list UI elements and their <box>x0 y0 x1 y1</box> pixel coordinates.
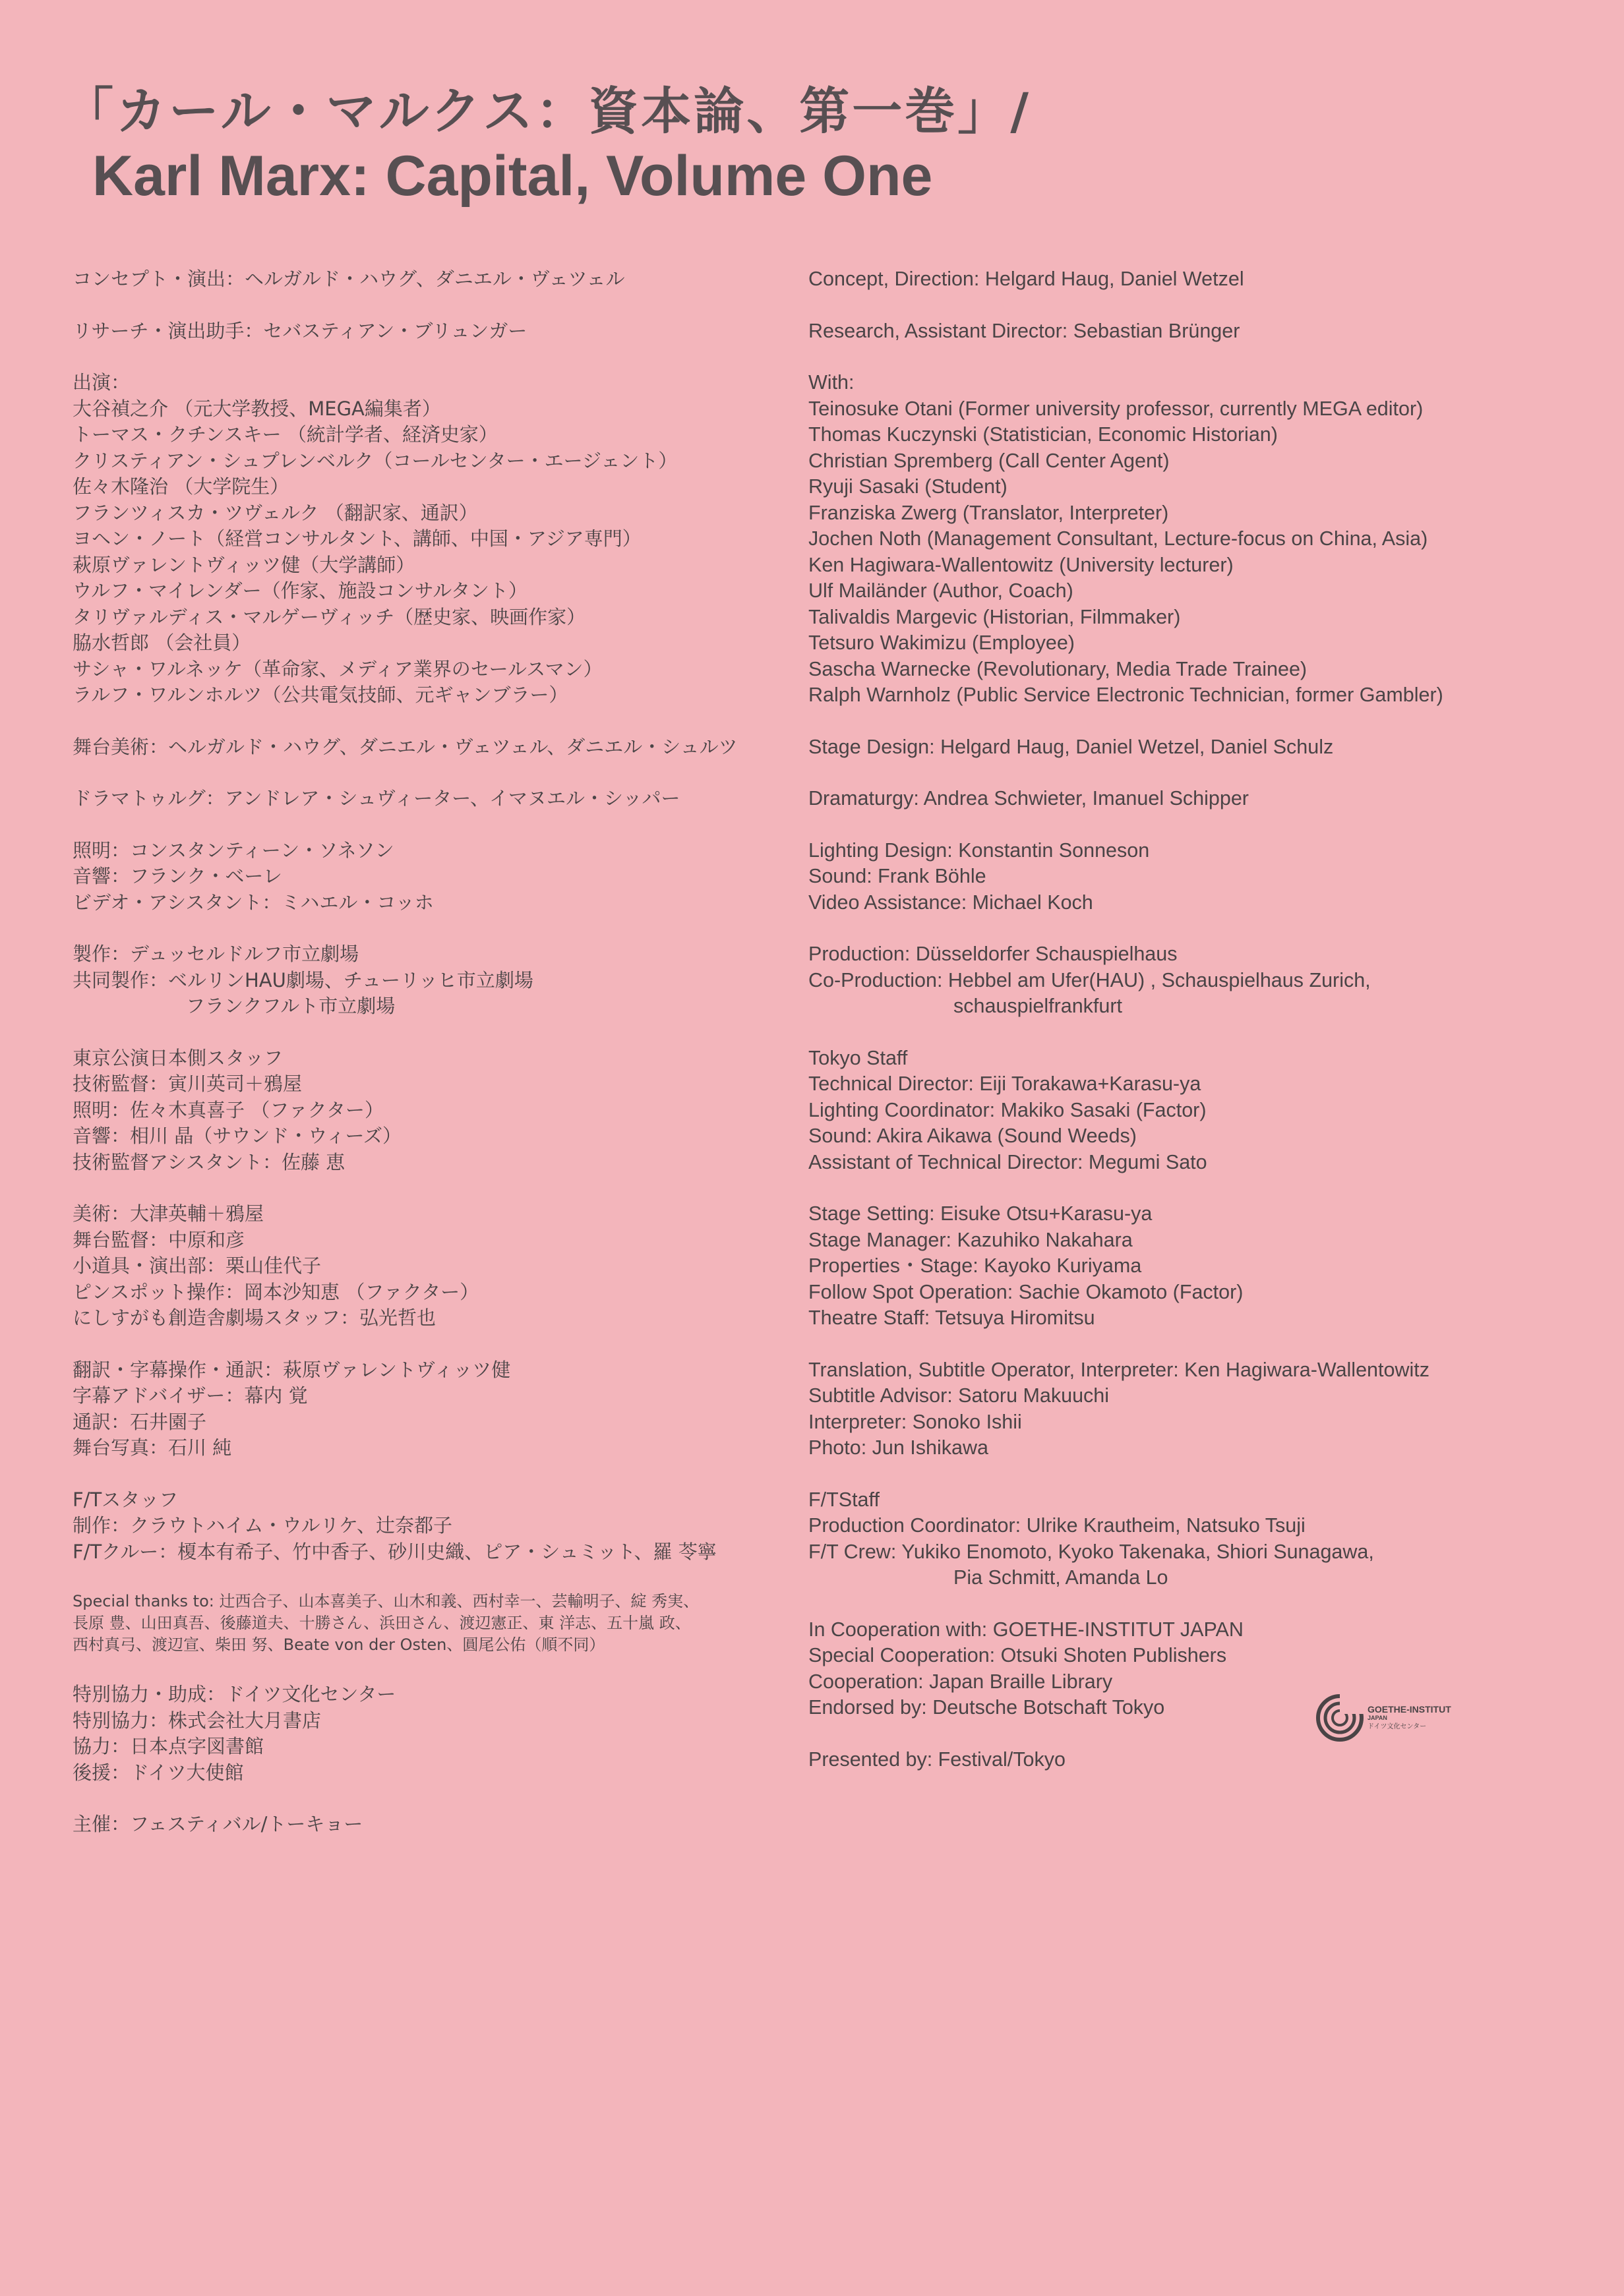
credit-line: Assistant of Technical Director: Megumi Sato <box>808 1150 1207 1173</box>
credit-line: 制作：クラウトハイム・ウルリケ、辻奈都子 <box>73 1514 452 1537</box>
credit-line: 通訳：石井園子 <box>73 1410 207 1433</box>
credit-line: 技術監督アシスタント：佐藤 恵 <box>73 1150 346 1173</box>
credit-line-continued: schauspielfrankfurt <box>953 995 1122 1017</box>
credit-line: 萩原ヴァレントヴィッツ健（大学講師） <box>73 553 415 576</box>
logo-line-2: JAPAN <box>1368 1714 1387 1721</box>
credits-section <box>73 1682 804 1786</box>
credit-line: Research, Assistant Director: Sebastian Brünger <box>808 319 1240 342</box>
credit-line: Translation, Subtitle Operator, Interpreter: Ken Hagiwara-Wallentowitz <box>808 1358 1429 1381</box>
credit-line: Theatre Staff: Tetsuya Hiromitsu <box>808 1307 1095 1329</box>
credit-line: 音響：相川 晶（サウンド・ウィーズ） <box>73 1125 402 1147</box>
credits-section <box>73 1811 804 1838</box>
credit-line: 長原 豊、山田真吾、後藤道夫、十勝さん、浜田さん、渡辺憲正、東 洋志、五十嵐 政、 <box>73 1614 691 1632</box>
title-english: Karl Marx: Capital, Volume One <box>92 144 933 208</box>
credit-line-continued: Pia Schmitt, Amanda Lo <box>953 1566 1168 1589</box>
credits-section <box>808 266 1586 293</box>
credits-section <box>73 1357 804 1461</box>
credits-section <box>808 1201 1586 1332</box>
credit-line: Follow Spot Operation: Sachie Okamoto (Factor) <box>808 1280 1244 1303</box>
credits-section <box>808 1487 1586 1591</box>
credit-line: Thomas Kuczynski (Statistician, Economic Historian) <box>808 423 1278 446</box>
credit-line: ラルフ・ワルンホルツ（公共電気技師、元ギャンブラー） <box>73 684 568 706</box>
credit-line: F/Tスタッフ <box>73 1488 179 1511</box>
credit-line: Production Coordinator: Ulrike Krautheim, Natsuko Tsuji <box>808 1514 1306 1537</box>
credit-line: 製作：デュッセルドルフ市立劇場 <box>73 943 359 965</box>
credits-section <box>73 786 804 812</box>
credit-line: Ken Hagiwara-Wallentowitz (University lecturer) <box>808 553 1234 576</box>
credits-section <box>808 734 1586 761</box>
credit-line: 舞台写真：石川 純 <box>73 1436 232 1459</box>
credit-line: Tokyo Staff <box>808 1046 908 1069</box>
credit-line: Production: Düsseldorfer Schauspielhaus <box>808 943 1178 965</box>
credit-line: In Cooperation with: GOETHE-INSTITUT JAPAN <box>808 1618 1244 1641</box>
credit-line: 西村真弓、渡辺宣、柴田 努、Beate von der Osten、圓尾公佑（順不同） <box>73 1635 605 1654</box>
credit-line: ヨヘン・ノート（経営コンサルタント、講師、中国・アジア専門） <box>73 527 642 550</box>
credit-line: Properties・Stage: Kayoko Kuriyama <box>808 1254 1142 1277</box>
credit-line: F/Tクルー：榎本有希子、竹中香子、砂川史織、ピア・シュミット、羅 苓寧 <box>73 1540 717 1563</box>
credit-line: 東京公演日本側スタッフ <box>73 1046 284 1069</box>
credits-section <box>73 318 804 345</box>
credit-line: Lighting Design: Konstantin Sonneson <box>808 839 1150 862</box>
credit-line: ビデオ・アシスタント：ミハエル・コッホ <box>73 891 434 914</box>
credit-line: Concept, Direction: Helgard Haug, Daniel Wetzel <box>808 268 1244 290</box>
credit-line: 後援：ドイツ大使館 <box>73 1761 244 1784</box>
credit-line: 舞台監督：中原和彦 <box>73 1228 245 1251</box>
credit-line: Stage Manager: Kazuhiko Nakahara <box>808 1228 1133 1251</box>
credit-line: Christian Spremberg (Call Center Agent) <box>808 449 1170 472</box>
credit-line: Special thanks to: 辻西合子、山本喜美子、山木和義、西村幸一、芸輸明子、綻 秀実、 <box>73 1592 700 1610</box>
credit-line: Stage Setting: Eisuke Otsu+Karasu-ya <box>808 1202 1153 1225</box>
credit-line: Dramaturgy: Andrea Schwieter, Imanuel Schipper <box>808 787 1249 809</box>
title-japanese: 「カール・マルクス：資本論、第一巻」/ <box>63 82 1031 140</box>
credit-line: F/T Crew: Yukiko Enomoto, Kyoko Takenaka, Shiori Sunagawa, <box>808 1540 1374 1563</box>
credits-section <box>73 838 804 916</box>
credit-line: 特別協力・助成：ドイツ文化センター <box>73 1683 396 1705</box>
credit-line: 特別協力：株式会社大月書店 <box>73 1709 322 1732</box>
credit-line: サシャ・ワルネッケ（革命家、メディア業界のセールスマン） <box>73 657 603 680</box>
credit-line: ドラマトゥルグ：アンドレア・シュヴィーター、イマヌエル・シッパー <box>73 787 680 809</box>
credit-line: F/TStaff <box>808 1488 880 1511</box>
credit-line: Stage Design: Helgard Haug, Daniel Wetzel, Daniel Schulz <box>808 735 1334 758</box>
credits-section <box>808 786 1586 812</box>
credit-line: 大谷禎之介 （元大学教授、MEGA編集者） <box>73 397 441 420</box>
credit-line: 字幕アドバイザー：幕内 覚 <box>73 1384 308 1407</box>
credit-line: 協力：日本点字図書館 <box>73 1735 264 1757</box>
credit-line: Technical Director: Eiji Torakawa+Karasu-ya <box>808 1073 1201 1095</box>
credit-line: Talivaldis Margevic (Historian, Filmmaker) <box>808 605 1181 628</box>
credit-line: タリヴァルディス・マルゲーヴィッチ（歴史家、映画作家） <box>73 605 586 628</box>
credit-line: Presented by: Festival/Tokyo <box>808 1748 1066 1771</box>
credit-line: にしすがも創造舎劇場スタッフ：弘光哲也 <box>73 1307 436 1329</box>
goethe-institut-logo <box>1316 1694 1451 1742</box>
credit-line: Co-Production: Hebbel am Ufer(HAU) , Schauspielhaus Zurich, <box>808 968 1371 991</box>
credit-line: トーマス・クチンスキー （統計学者、経済史家） <box>73 423 498 446</box>
credits-english-column <box>808 266 1586 1798</box>
credits-section <box>808 941 1586 1020</box>
credits-section <box>808 838 1586 916</box>
credits-section <box>73 1487 804 1566</box>
credit-line: Sound: Frank Böhle <box>808 865 986 887</box>
credit-line: 小道具・演出部：栗山佳代子 <box>73 1254 322 1277</box>
credit-line: With: <box>808 371 855 394</box>
credits-section <box>73 370 804 709</box>
credits-section <box>73 941 804 1020</box>
credit-line: Sound: Akira Aikawa (Sound Weeds) <box>808 1125 1137 1147</box>
credit-line: 佐々木隆治 （大学院生） <box>73 475 289 498</box>
credit-line: Ryuji Sasaki (Student) <box>808 475 1007 498</box>
credit-line: 美術：大津英輔＋鴉屋 <box>73 1202 264 1225</box>
credit-line: Lighting Coordinator: Makiko Sasaki (Factor) <box>808 1098 1207 1121</box>
credits-section <box>73 1591 804 1656</box>
credit-line: 技術監督：寅川英司＋鴉屋 <box>73 1073 303 1095</box>
credit-line: ピンスポット操作：岡本沙知恵 （ファクター） <box>73 1280 479 1303</box>
credit-line: 脇水哲郎 （会社員） <box>73 632 251 654</box>
credit-line: コンセプト・演出：ヘルガルド・ハウグ、ダニエル・ヴェツェル <box>73 268 625 290</box>
credit-line: 音響：フランク・ベーレ <box>73 865 282 887</box>
credits-section <box>73 266 804 293</box>
credits-section <box>73 734 804 761</box>
credit-line: Video Assistance: Michael Koch <box>808 891 1093 914</box>
credit-line: 主催：フェスティバル/トーキョー <box>73 1813 363 1835</box>
credit-line: 出演： <box>73 371 131 394</box>
credits-section <box>808 1357 1586 1461</box>
credit-line: Sascha Warnecke (Revolutionary, Media Trade Trainee) <box>808 657 1308 680</box>
credit-line: Subtitle Advisor: Satoru Makuuchi <box>808 1384 1110 1407</box>
credit-line: Tetsuro Wakimizu (Employee) <box>808 632 1075 654</box>
credits-section <box>808 1747 1586 1773</box>
credit-line: 翻訳・字幕操作・通訳：萩原ヴァレントヴィッツ健 <box>73 1358 511 1381</box>
credit-line: Ralph Warnholz (Public Service Electronic Technician, former Gambler) <box>808 684 1443 706</box>
credits-section <box>808 1045 1586 1176</box>
credit-line: Special Cooperation: Otsuki Shoten Publishers <box>808 1644 1227 1666</box>
credit-line: Interpreter: Sonoko Ishii <box>808 1410 1022 1433</box>
credit-line: 照明：コンスタンティーン・ソネソン <box>73 839 394 862</box>
credit-line: Franziska Zwerg (Translator, Interpreter) <box>808 501 1169 524</box>
credit-line: クリスティアン・シュプレンベルク（コールセンター・エージェント） <box>73 449 678 472</box>
credit-line: ウルフ・マイレンダー（作家、施設コンサルタント） <box>73 579 528 602</box>
credit-line-continued: フランクフルト市立劇場 <box>186 995 396 1017</box>
credit-line: 共同製作：ベルリンHAU劇場、チューリッヒ市立劇場 <box>73 968 533 991</box>
credit-line: Cooperation: Japan Braille Library <box>808 1670 1113 1693</box>
credits-section <box>73 1201 804 1332</box>
credit-line: Ulf Mailänder (Author, Coach) <box>808 579 1073 602</box>
credit-line: 舞台美術：ヘルガルド・ハウグ、ダニエル・ヴェツェル、ダニエル・シュルツ <box>73 735 738 758</box>
credit-line: Jochen Noth (Management Consultant, Lecture-focus on China, Asia) <box>808 527 1428 550</box>
credit-line: Teinosuke Otani (Former university professor, currently MEGA editor) <box>808 397 1424 420</box>
credits-japanese-column <box>73 266 804 1864</box>
credit-line: Photo: Jun Ishikawa <box>808 1436 988 1459</box>
credits-section <box>808 370 1586 709</box>
logo-line-3: ドイツ文化センター <box>1368 1722 1427 1730</box>
credit-line: Endorsed by: Deutsche Botschaft Tokyo <box>808 1696 1165 1719</box>
credit-line: リサーチ・演出助手：セバスティアン・ブリュンガー <box>73 319 527 342</box>
credits-section <box>808 318 1586 345</box>
credit-line: フランツィスカ・ツヴェルク （翻訳家、通訳） <box>73 501 478 524</box>
credits-section <box>808 1617 1586 1721</box>
goethe-institut-logo-icon <box>1316 1694 1364 1742</box>
credit-line: 照明：佐々木真喜子 （ファクター） <box>73 1098 384 1121</box>
logo-line-1: GOETHE-INSTITUT <box>1368 1703 1451 1715</box>
credits-section <box>73 1045 804 1176</box>
